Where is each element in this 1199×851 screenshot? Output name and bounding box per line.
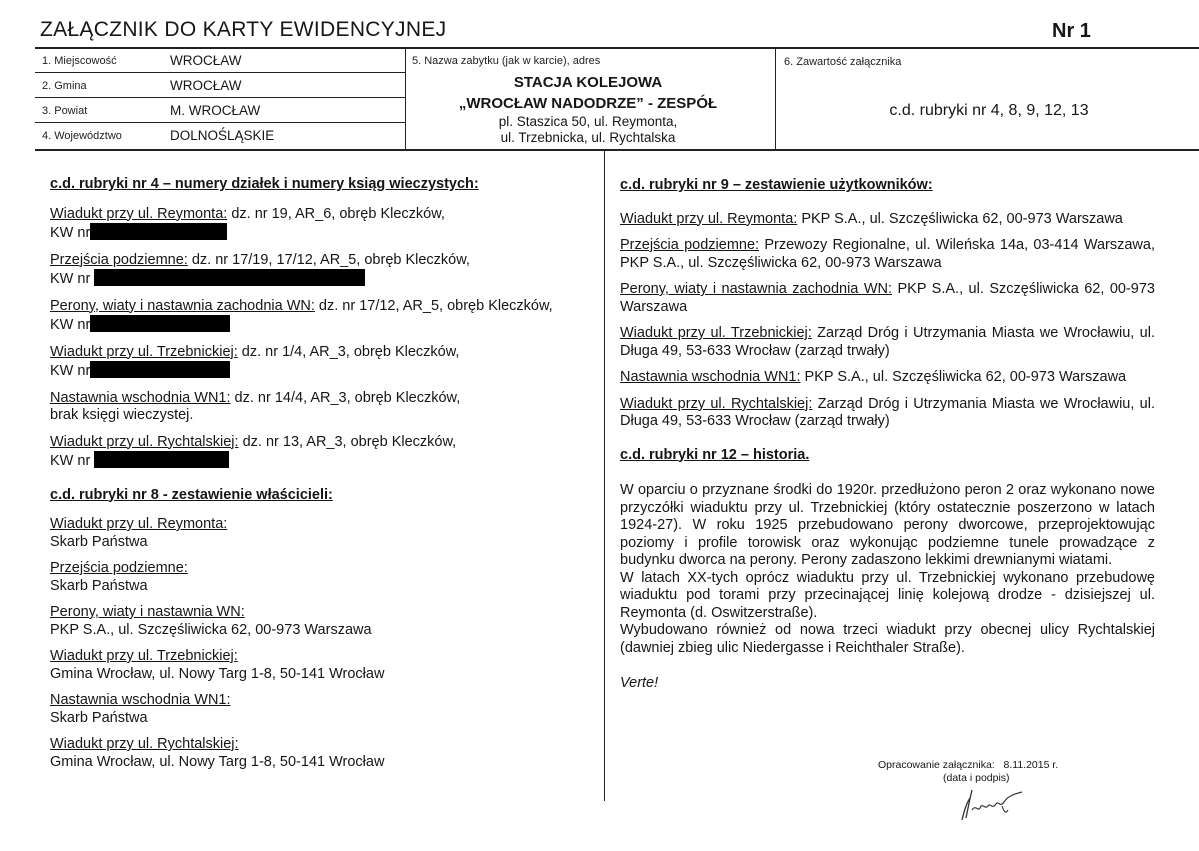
entry-name: Wiadukt przy ul. Trzebnickiej: <box>50 343 238 360</box>
entry-name: Nastawnia wschodnia WN1: <box>50 692 231 708</box>
user-entry <box>620 396 1155 431</box>
entry-name: Perony, wiaty i nastawnia zachodnia WN: <box>620 281 893 297</box>
redaction-bar <box>90 223 227 240</box>
section-4-heading: c.d. rubryki nr 4 – numery działek i numery ksiąg wieczystych: <box>50 176 479 192</box>
address-line2: ul. Trzebnicka, ul. Rychtalska <box>500 130 676 145</box>
kw-label: KW nr <box>50 363 91 379</box>
entry-value: Gmina Wrocław, ul. Nowy Targ 1-8, 50-141 Wrocław <box>50 665 385 682</box>
entry-text: dz. nr 17/19, 17/12, AR_5, obręb Kleczków, <box>187 251 470 268</box>
attachment-content-label: 6. Zawartość załącznika <box>784 56 902 68</box>
entry-name: Wiadukt przy ul. Reymonta: <box>50 205 228 222</box>
entry-value: Skarb Państwa <box>50 709 148 726</box>
entry-text: PKP S.A., ul. Szczęśliwicka 62, 00-973 Warszawa <box>800 369 1127 385</box>
handwritten-signature-icon <box>952 784 1032 824</box>
form-row-rule <box>35 122 405 123</box>
entry-text: PKP S.A., ul. Szczęśliwicka 62, 00-973 Warszawa <box>797 210 1123 227</box>
kw-label: KW nr <box>50 271 91 287</box>
entry-text: dz. nr 19, AR_6, obręb Kleczków, <box>227 205 445 222</box>
entry-name: Wiadukt przy ul. Trzebnickiej: <box>620 325 812 341</box>
user-entry <box>620 369 1155 387</box>
owner-entry <box>50 692 588 727</box>
section-8-heading: c.d. rubryki nr 8 - zestawienie właścicieli: <box>50 486 333 503</box>
entry-name: Wiadukt przy ul. Rychtalskiej: <box>620 395 813 412</box>
plot-entry <box>50 434 588 471</box>
entry-name: Przejścia podziemne: <box>50 251 188 268</box>
locality-value: WROCŁAW <box>170 53 242 68</box>
entry-name: Perony, wiaty i nastawnia WN: <box>50 604 245 620</box>
section-12-heading: c.d. rubryki nr 12 – historia. <box>620 446 810 463</box>
entry-value: PKP S.A., ul. Szczęśliwicka 62, 00-973 Warszawa <box>50 621 372 638</box>
plot-entry <box>50 298 588 335</box>
owner-entry <box>50 516 588 551</box>
entry-extra: brak księgi wieczystej. <box>50 407 194 423</box>
history-paragraph: W latach XX-tych oprócz wiaduktu przy ul. Trzebnickiej wykonano przebudowę wiaduktu pod torami przy przecinającej linię kolejową drodze - dzisiejszej ul. Reymonta (d. Oswitzerstraße). <box>620 569 1155 621</box>
document-number: Nr 1 <box>1052 20 1091 42</box>
county-label: 3. Powiat <box>42 105 88 117</box>
entry-name: Wiadukt przy ul. Reymonta: <box>50 516 228 532</box>
owner-entry <box>50 648 588 683</box>
prepared-label: Opracowanie załącznika: <box>878 759 995 771</box>
kw-label: KW nr <box>50 317 91 333</box>
kw-label: KW nr <box>50 225 91 241</box>
date-signature-caption: (data i podpis) <box>943 772 1010 784</box>
voivodeship-label: 4. Województwo <box>42 130 122 142</box>
column-divider <box>604 150 605 801</box>
redaction-bar <box>90 315 230 332</box>
right-column <box>620 177 1155 693</box>
form-divider-2 <box>775 47 776 150</box>
form-row-rule <box>35 97 405 98</box>
user-entry <box>620 325 1155 360</box>
owner-entry <box>50 604 588 639</box>
entry-value: Skarb Państwa <box>50 533 148 550</box>
owner-entry <box>50 736 588 771</box>
entry-name: Perony, wiaty i nastawnia zachodnia WN: <box>50 297 315 314</box>
voivodeship-value: DOLNOŚLĄSKIE <box>170 128 275 143</box>
kw-label: KW nr <box>50 453 91 469</box>
owner-entry <box>50 560 588 595</box>
attachment-content-value: c.d. rubryki nr 4, 8, 9, 12, 13 <box>889 102 1089 119</box>
entry-name: Przejścia podziemne: <box>620 237 760 253</box>
header-rule <box>35 47 1199 49</box>
redaction-bar <box>90 361 230 378</box>
monument-name-line1: STACJA KOLEJOWA <box>513 74 663 91</box>
monument-name-label: 5. Nazwa zabytku (jak w karcie), adres <box>412 55 601 67</box>
entry-name: Wiadukt przy ul. Rychtalskiej: <box>50 736 239 752</box>
user-entry <box>620 211 1155 229</box>
form-divider-1 <box>405 47 406 150</box>
document-title: ZAŁĄCZNIK DO KARTY EWIDENCYJNEJ <box>40 18 447 41</box>
entry-name: Nastawnia wschodnia WN1: <box>620 369 801 385</box>
redaction-bar <box>94 269 365 286</box>
entry-text: Zarząd Dróg i Utrzymania Miasta we Wrocławiu, ul. Długa 49, 53-633 Wrocław (zarząd trwały) <box>620 325 1155 359</box>
form-bottom-rule <box>35 149 1199 151</box>
entry-name: Nastawnia wschodnia WN1: <box>50 389 231 406</box>
entry-text: dz. nr 1/4, AR_3, obręb Kleczków, <box>237 343 460 360</box>
entry-text: Przewozy Regionalne, ul. Wileńska 14a, 03-414 Warszawa, PKP S.A., ul. Szczęśliwicka 62, 00-973 Warszawa <box>620 237 1155 271</box>
entry-text: dz. nr 17/12, AR_5, obręb Kleczków, <box>314 297 553 314</box>
monument-name-block <box>410 72 766 146</box>
plot-entry <box>50 390 588 425</box>
redaction-bar <box>94 451 229 468</box>
entry-text: Zarząd Dróg i Utrzymania Miasta we Wrocławiu, ul. Długa 49, 53-633 Wrocław (zarząd trwały) <box>620 395 1155 429</box>
plot-entry <box>50 252 588 289</box>
history-paragraph: W oparciu o przyznane środki do 1920r. przedłużono peron 2 oraz wykonano nowe przyczółki wiaduktu przy ul. Trzebnickiej (który ostatecznie poszerzono w latach 1924-27). W roku 1925 przebudowano perony dworcowe, przeprojektowując poziomy i profile torowisk oraz wykonując podziemne tunele prowadzące z budynku dworca na perony. Perony zadaszono lekkimi drewnianymi wiatami. <box>620 482 1155 568</box>
entry-text: dz. nr 14/4, AR_3, obręb Kleczków, <box>230 389 461 406</box>
prepared-date: 8.11.2015 r. <box>1003 759 1059 771</box>
user-entry <box>620 281 1155 316</box>
section-9-heading: c.d. rubryki nr 9 – zestawienie użytkowników: <box>620 177 933 193</box>
address-line1: pl. Staszica 50, ul. Reymonta, <box>498 114 678 129</box>
commune-value: WROCŁAW <box>170 78 242 93</box>
entry-value: Gmina Wrocław, ul. Nowy Targ 1-8, 50-141 Wrocław <box>50 753 385 770</box>
entry-name: Wiadukt przy ul. Rychtalskiej: <box>50 433 239 450</box>
verte-note: Verte! <box>620 675 659 691</box>
plot-entry <box>50 344 588 381</box>
plot-entry <box>50 206 588 243</box>
form-row-rule <box>35 72 405 73</box>
user-entry <box>620 237 1155 272</box>
prepared-info <box>878 759 1058 771</box>
history-paragraph: Wybudowano również od nowa trzeci wiadukt przy obecnej ulicy Rychtalskiej (dawniej zbieg ulic Niedergasse i Reichthaler Straße). <box>620 622 1155 656</box>
entry-name: Wiadukt przy ul. Reymonta: <box>620 210 798 227</box>
entry-value: Skarb Państwa <box>50 577 148 594</box>
entry-text: dz. nr 13, AR_3, obręb Kleczków, <box>238 433 457 450</box>
entry-name: Przejścia podziemne: <box>50 560 188 576</box>
monument-name-line2: „WROCŁAW NADODRZE” - ZESPÓŁ <box>458 95 718 112</box>
entry-text: PKP S.A., ul. Szczęśliwicka 62, 00-973 Warszawa <box>620 281 1155 315</box>
commune-label: 2. Gmina <box>42 80 87 92</box>
entry-name: Wiadukt przy ul. Trzebnickiej: <box>50 648 238 664</box>
locality-label: 1. Miejscowość <box>42 55 117 67</box>
county-value: M. WROCŁAW <box>170 103 261 118</box>
left-column <box>50 176 588 780</box>
